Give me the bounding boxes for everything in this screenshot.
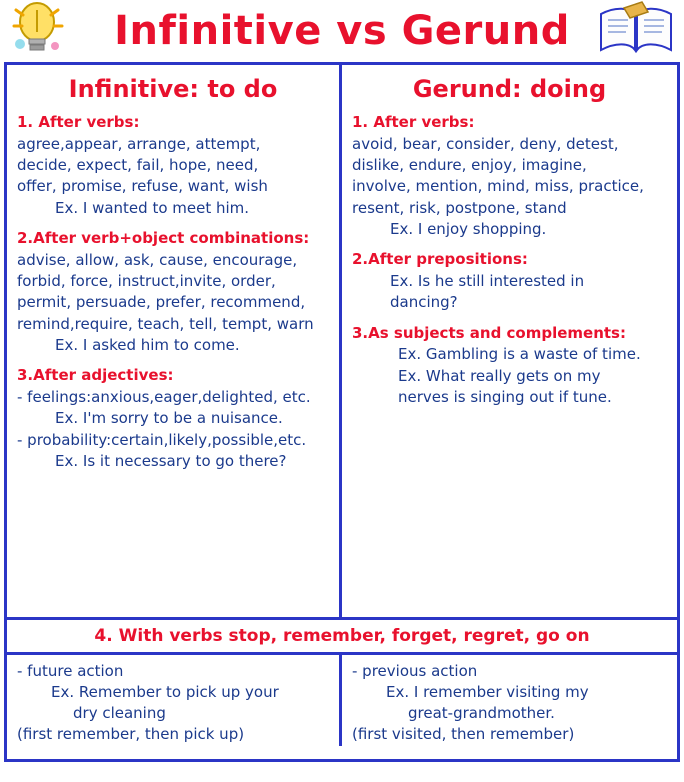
section4-right — [342, 655, 677, 746]
infinitive-section2-line: advise, allow, ask, cause, encourage, — [17, 250, 298, 269]
infinitive-section2-line: forbid, force, instruct,invite, order, — [17, 271, 276, 290]
section4-left-label: - future action — [17, 662, 124, 680]
column-gerund — [342, 65, 677, 617]
comparison-table — [4, 62, 680, 762]
section4-left-example: dry cleaning — [73, 704, 166, 722]
gerund-section1-example: Ex. I enjoy shopping. — [390, 219, 547, 238]
infinitive-section3-heading: 3.After adjectives: — [17, 366, 174, 385]
gerund-section3-example: Ex. What really gets on my — [398, 366, 601, 385]
column-heading-gerund: Gerund: doing — [412, 75, 607, 103]
infinitive-section3-line2: - probability:certain,likely,possible,etc. — [17, 430, 307, 449]
gerund-section3-heading: 3.As subjects and complements: — [352, 323, 626, 342]
section4-right-note: (first visited, then remember) — [352, 725, 575, 743]
gerund-section2-example: dancing? — [390, 293, 458, 312]
infinitive-section1-heading: 1. After verbs: — [17, 113, 140, 131]
infinitive-section3-example: Ex. I'm sorry to be a nuisance. — [55, 409, 283, 428]
infinitive-section2-line: remind,require, teach, tell, tempt, warn — [17, 314, 314, 333]
infinitive-section1-line: offer, promise, refuse, want, wish — [17, 177, 268, 196]
gerund-section1-line: resent, risk, postpone, stand — [352, 198, 567, 217]
section4-right-label: - previous action — [352, 662, 478, 680]
section4-right-example: great-grandmother. — [408, 704, 555, 722]
gerund-section2-heading: 2.After prepositions: — [352, 250, 528, 269]
open-book-icon — [596, 0, 676, 58]
lightbulb-icon — [10, 0, 66, 58]
section4-left-note: (first remember, then pick up) — [17, 725, 245, 743]
page-title: Infinitive vs Gerund — [114, 8, 570, 54]
section4-columns — [7, 655, 677, 746]
gerund-section1-line: dislike, endure, enjoy, imagine, — [352, 156, 587, 175]
infinitive-section2-example: Ex. I asked him to come. — [55, 335, 240, 354]
infinitive-section2-line: permit, persuade, prefer, recommend, — [17, 293, 306, 312]
section4-left-example: Ex. Remember to pick up your — [51, 683, 279, 701]
column-infinitive — [7, 65, 342, 617]
infinitive-section3-example2: Ex. Is it necessary to go there? — [55, 451, 287, 470]
infinitive-section1-example: Ex. I wanted to meet him. — [55, 198, 250, 217]
gerund-section3-example: nerves is singing out if tune. — [398, 387, 612, 406]
section4-left — [7, 655, 342, 746]
infinitive-section2-heading: 2.After verb+object combinations: — [17, 228, 310, 247]
column-heading-infinitive: Infinitive: to do — [68, 75, 278, 103]
gerund-section1-line: avoid, bear, consider, deny, detest, — [352, 134, 619, 153]
gerund-section1-heading: 1. After verbs: — [352, 113, 475, 131]
header — [0, 0, 684, 62]
infinitive-section1-line: agree,appear, arrange, attempt, — [17, 134, 261, 153]
infinitive-section1-line: decide, expect, fail, hope, need, — [17, 156, 259, 175]
section4 — [7, 617, 677, 746]
infinitive-section3-line: - feelings:anxious,eager,delighted, etc. — [17, 387, 311, 406]
gerund-section3-example: Ex. Gambling is a waste of time. — [398, 345, 641, 364]
section4-right-example: Ex. I remember visiting my — [386, 683, 589, 701]
main-columns — [7, 65, 677, 617]
section4-heading: 4. With verbs stop, remember, forget, regret, go on — [7, 620, 677, 655]
gerund-section2-example: Ex. Is he still interested in — [390, 271, 585, 290]
gerund-section1-line: involve, mention, mind, miss, practice, — [352, 177, 644, 196]
